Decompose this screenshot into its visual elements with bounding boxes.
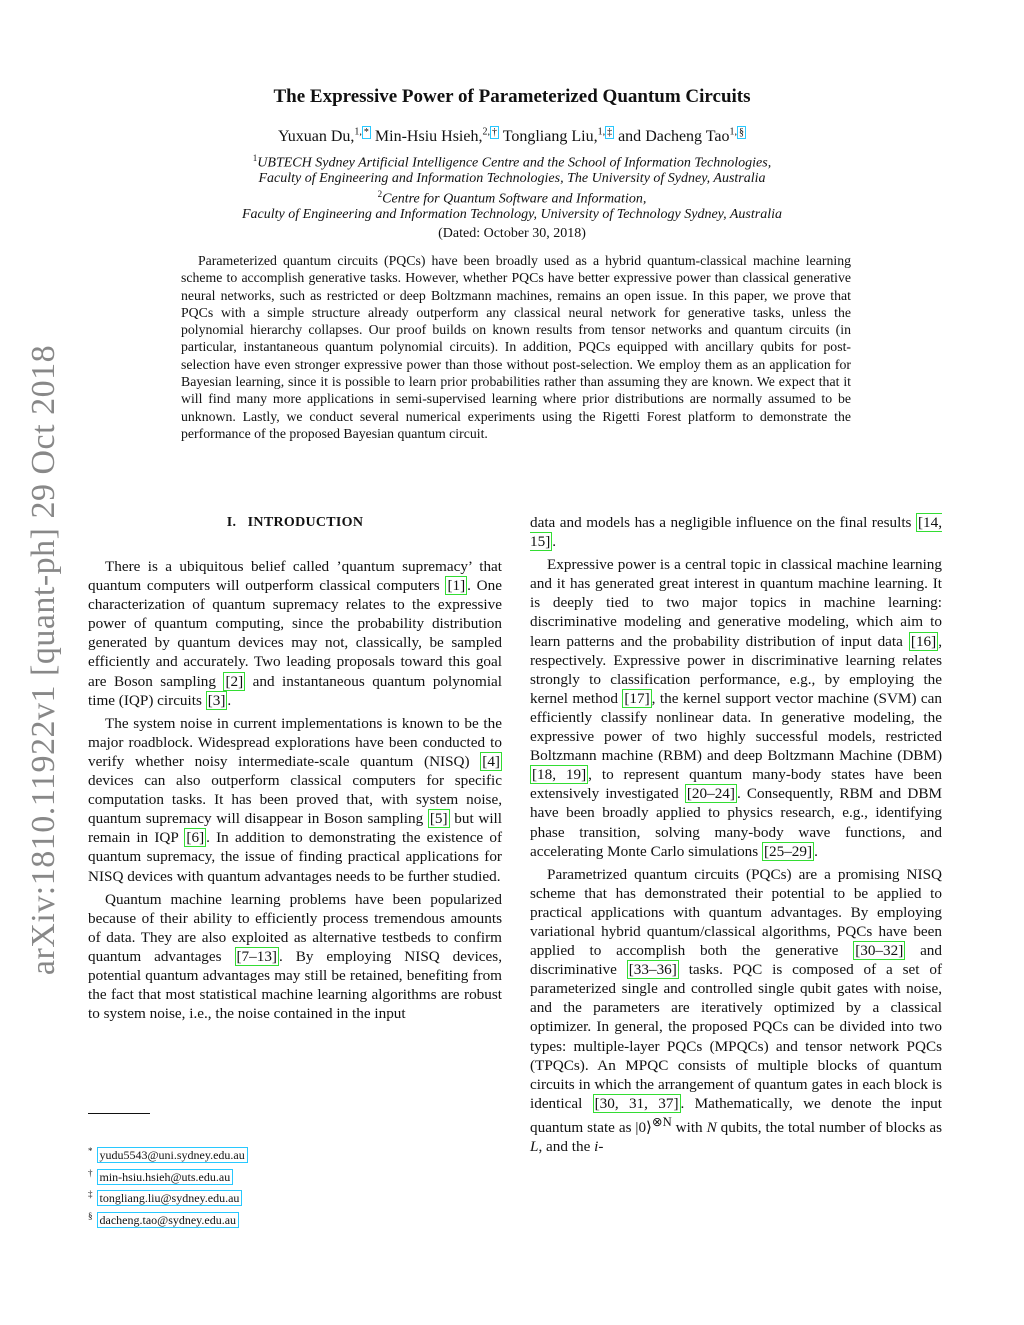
email-link[interactable]: dacheng.tao@sydney.edu.au bbox=[97, 1212, 240, 1228]
text-run: devices can also outperform classical computers for specific computation tasks. It has been proved that, with system noise, quantum supremacy will disappear in Boson sampling bbox=[88, 772, 502, 828]
math-variable: N bbox=[706, 1118, 717, 1136]
text-run: Parametrized quantum circuits (PQCs) are a promising NISQ scheme that has demonstrated their potential to be applied to practical applications with quantum advantages. By employing variational hybrid quantum/classical algorithms, PQCs have been applied to accomplish both the generative bbox=[530, 865, 942, 960]
paragraph bbox=[88, 890, 502, 1024]
paragraph bbox=[88, 557, 502, 710]
text-run: , respectively. Expressive power in discriminative learning relates strongly to classification performance, e.g., by employing the kernel method bbox=[530, 632, 942, 707]
affiliation-2-line-1: $^2$Centre for Quantum Software and Information, bbox=[377, 189, 647, 207]
right-column bbox=[530, 513, 942, 1156]
citation-link[interactable]: [33–36] bbox=[628, 961, 677, 979]
author: Tongliang Liu,$^{1, \ddagger}$ and bbox=[502, 127, 646, 146]
footnote-link[interactable]: ‡ bbox=[607, 127, 613, 138]
text-run: , to represent quantum many-body states have been extensively investigated bbox=[530, 766, 942, 803]
citation-link[interactable]: [18, 19] bbox=[532, 766, 587, 784]
citation-link[interactable]: [3] bbox=[207, 691, 226, 709]
footnote-divider bbox=[88, 1113, 150, 1114]
arxiv-identifier-stamp bbox=[14, 340, 74, 980]
text-run: . bbox=[552, 533, 557, 551]
paragraph bbox=[88, 714, 502, 886]
footnote: ‡ tongliang.liu@sydney.edu.au bbox=[88, 1186, 388, 1208]
text-run: tasks. PQC is composed of a set of parameterized single and controlled single qubit gates with noise, and the parameters are iteratively optimized by a classical optimizer. In general, the proposed PQCs can be divided into two types: multiple-layer PQCs (MPQCs) and tensor network PQCs (TPQCs). An MPQC consists of multiple blocks of quantum circuits in which the arrangement of quantum gates in each block is identical bbox=[530, 961, 943, 1112]
citation-link[interactable]: [5] bbox=[429, 810, 448, 828]
affiliation-2-line-2: Faculty of Engineering and Information Technology, University of Technology Sydney, Australia bbox=[242, 207, 782, 222]
text-run: , and the bbox=[538, 1138, 595, 1156]
footnotes bbox=[88, 1143, 388, 1229]
text-run: . bbox=[814, 842, 818, 860]
text-run: . bbox=[227, 691, 232, 709]
math-variable: L bbox=[530, 1138, 539, 1156]
affiliation-1-line-1: $^1$UBTECH Sydney Artificial Intelligence Centre and the School of Information Technologies, bbox=[252, 153, 772, 171]
text-run: . In addition to demonstrating the existence of quantum supremacy, the issue of finding practical applications for NISQ devices with quantum advantages needs to be further studied. bbox=[88, 829, 502, 885]
math-superscript: ⊗N bbox=[651, 1114, 672, 1129]
affiliation-1-line-2: Faculty of Engineering and Information Technologies, The University of Sydney, Australia bbox=[258, 171, 766, 186]
author: Yuxuan Du,$^{1, *}$ bbox=[277, 127, 369, 146]
paragraph bbox=[530, 555, 942, 861]
arxiv-id-text: arXiv:1810.11922v1 [quant-ph] 29 Oct 2018 bbox=[25, 344, 63, 976]
paragraph bbox=[530, 513, 942, 551]
citation-link[interactable]: [1] bbox=[447, 577, 466, 595]
author: Dacheng Tao$^{1, \S}$ bbox=[645, 127, 745, 146]
text-run: Expressive power is a central topic in classical machine learning and it has generated great interest in quantum machine learning. It is deeply tied to two major topics in machine learning: discriminative modeling and generative modeling, which aim to learn patterns and the probability distribution of input data bbox=[530, 556, 942, 650]
text-run: . Consequently, RBM and DBM have been broadly applied to physics research, e.g., identifying phase transition, solving many-body wave functions, and accelerating Monte Carlo simulations bbox=[530, 785, 942, 860]
citation-link[interactable]: [4] bbox=[482, 752, 500, 770]
abstract: Parameterized quantum circuits (PQCs) have been broadly used as a hybrid quantum-classical machine learning scheme to accomplish generative tasks. However, whether PQCs have better expressive power than classical generative neural networks, such as restricted or deep Boltzmann machines, remains an open issue. In this paper, we prove that PQCs with a simple structure already outperform any classical neural network for generative tasks, unless the polynomial hierarchy collapses. Our proof builds on known results from tensor networks and quantum circuits (in particular, instantaneous quantum polynomial circuits). In addition, PQCs equipped with ancillary qubits for post-selection have even stronger expressive power than those without post-selection. We employ them as an application for Bayesian learning, since it is possible to learn prior probabilities rather than assuming they are known. We expect that it will find many more applications in semi-supervised learning where prior distributions are normally assumed to be unknown. Lastly, we conduct several numerical experiments using the Rigetti Forest platform to demonstrate the performance of the proposed Bayesian quantum circuit. bbox=[181, 253, 851, 441]
text-run: , the kernel support vector machine (SVM) can efficiently classify nonlinear data. In generative modeling, the expressive power of two highly successful models, restricted Boltzmann machine (RBM) and deep Boltzmann Machine (DBM) bbox=[530, 689, 942, 765]
email-link[interactable]: yudu5543@uni.sydney.edu.au bbox=[97, 1147, 248, 1163]
paragraph bbox=[530, 865, 942, 1156]
text-run: and discriminative bbox=[530, 942, 942, 979]
footnote-link[interactable]: † bbox=[491, 127, 497, 138]
citation-link[interactable]: [30, 31, 37] bbox=[594, 1094, 679, 1112]
footnote: § dacheng.tao@sydney.edu.au bbox=[88, 1208, 388, 1230]
text-run: qubits, the total number of blocks as bbox=[716, 1118, 942, 1136]
footnote-link[interactable]: * bbox=[363, 127, 369, 138]
text-run: The system noise in current implementations is known to be the major roadblock. Widespread explorations have been conducted to verify whether noisy intermediate-scale quantum (NISQ) bbox=[88, 714, 502, 770]
text-run: . By employing NISQ devices, potential quantum advantages may still be retained, benefiting from the fact that most statistical machine learning algorithms are robust to system noise, i.e., the noise contained in the input bbox=[88, 947, 502, 1023]
text-run: . Mathematically, we denote the input quantum state as |0⟩ bbox=[530, 1094, 942, 1136]
paper-title: The Expressive Power of Parameterized Quantum Circuits bbox=[273, 86, 751, 107]
text-run: data and models has a negligible influence on the final results bbox=[530, 514, 916, 531]
footnote: * yudu5543@uni.sydney.edu.au bbox=[88, 1143, 388, 1165]
left-column bbox=[88, 557, 502, 1023]
citation-link[interactable]: [14, 15] bbox=[530, 514, 942, 551]
citation-link[interactable]: [20–24] bbox=[686, 785, 735, 803]
citation-link[interactable]: [17] bbox=[624, 689, 650, 707]
math-variable: i bbox=[594, 1138, 599, 1156]
text-run: and instantaneous quantum polynomial time (IQP) circuits bbox=[88, 672, 503, 709]
citation-link[interactable]: [16] bbox=[910, 632, 937, 650]
text-run: but will remain in IQP bbox=[88, 810, 502, 847]
citation-link[interactable]: [30–32] bbox=[855, 942, 904, 960]
text-run: . One characterization of quantum supremacy relates to the expressive power of quantum computing, since the probability distribution generated by quantum devices may not, classically, be sampled efficiently and accurately. Two leading proposals toward this goal are Boson sampling bbox=[88, 577, 502, 690]
text-run: Quantum machine learning problems have been popularized because of their ability to efficiently process tremendous amounts of data. They are also exploited as alternative testbeds to confirm quantum advantages bbox=[88, 890, 502, 965]
citation-link[interactable]: [2] bbox=[225, 672, 244, 690]
footnote-link[interactable]: § bbox=[739, 127, 745, 138]
date-line: (Dated: October 30, 2018) bbox=[438, 226, 586, 241]
email-link[interactable]: tongliang.liu@sydney.edu.au bbox=[97, 1190, 243, 1206]
email-link[interactable]: min-hsiu.hsieh@uts.edu.au bbox=[97, 1169, 234, 1185]
text-run: with bbox=[671, 1118, 707, 1136]
citation-link[interactable]: [25–29] bbox=[763, 842, 813, 860]
section-heading: I. INTRODUCTION bbox=[226, 515, 364, 530]
text-run: - bbox=[598, 1138, 604, 1156]
citation-link[interactable]: [6] bbox=[186, 829, 205, 847]
citation-link[interactable]: [7–13] bbox=[236, 947, 277, 965]
text-run: There is a ubiquitous belief called ’quantum supremacy’ that quantum computers will outperform classical computers bbox=[88, 558, 502, 595]
author: Min-Hsiu Hsieh,$^{2, \dagger}$ bbox=[374, 127, 497, 146]
author-list bbox=[0, 127, 1024, 146]
footnote: † min-hsiu.hsieh@uts.edu.au bbox=[88, 1165, 388, 1187]
